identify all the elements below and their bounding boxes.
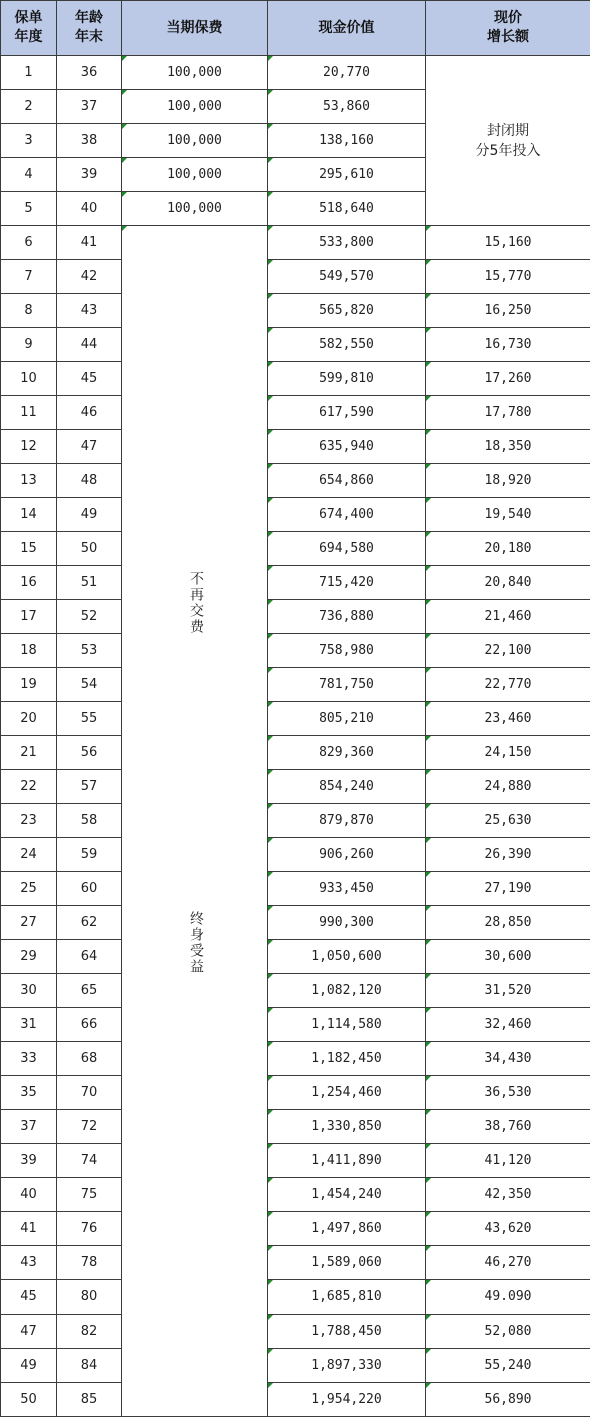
cell-age: 48: [57, 464, 122, 498]
cell-cash-value: 1,454,240: [268, 1178, 426, 1212]
closed-period-label: 封闭期: [487, 122, 529, 139]
cell-age: 42: [57, 260, 122, 294]
cell-cash-value: 1,788,450: [268, 1314, 426, 1348]
cell-policy-year: 4: [1, 158, 57, 192]
cell-age: 46: [57, 396, 122, 430]
cell-age: 70: [57, 1076, 122, 1110]
cell-cash-value: 635,940: [268, 430, 426, 464]
cell-policy-year: 15: [1, 532, 57, 566]
cell-policy-year: 11: [1, 396, 57, 430]
cell-cash-value: 829,360: [268, 736, 426, 770]
cell-age: 55: [57, 702, 122, 736]
cell-policy-year: 27: [1, 906, 57, 940]
cell-cash-value: 1,330,850: [268, 1110, 426, 1144]
cell-growth: 43,620: [426, 1212, 590, 1246]
cell-policy-year: 7: [1, 260, 57, 294]
cell-growth: 24,150: [426, 736, 590, 770]
cell-cash-value: 758,980: [268, 634, 426, 668]
cell-age: 52: [57, 600, 122, 634]
cell-growth: 34,430: [426, 1042, 590, 1076]
table-row: [1, 498, 590, 532]
cell-policy-year: 14: [1, 498, 57, 532]
cell-growth: 16,250: [426, 294, 590, 328]
cell-policy-year: 45: [1, 1280, 57, 1314]
table-row: [1, 736, 590, 770]
cell-age: 49: [57, 498, 122, 532]
cell-age: 38: [57, 124, 122, 158]
cell-policy-year: 35: [1, 1076, 57, 1110]
cell-age: 36: [57, 56, 122, 90]
cell-cash-value: 565,820: [268, 294, 426, 328]
table-row: [1, 1110, 590, 1144]
cell-growth: 46,270: [426, 1246, 590, 1280]
table-row: [1, 56, 590, 90]
table-row: [1, 532, 590, 566]
cell-growth: 25,630: [426, 804, 590, 838]
cell-age: 37: [57, 90, 122, 124]
cell-policy-year: 37: [1, 1110, 57, 1144]
cell-growth: 15,160: [426, 226, 590, 260]
table-row: [1, 770, 590, 804]
cell-growth: 36,530: [426, 1076, 590, 1110]
cell-cash-value: 518,640: [268, 192, 426, 226]
header-policy-year: 保单 年度: [1, 1, 57, 56]
cell-policy-year: 25: [1, 872, 57, 906]
closed-period-cell: [426, 56, 590, 226]
cell-cash-value: 1,954,220: [268, 1382, 426, 1416]
cell-age: 45: [57, 362, 122, 396]
header-age-end: 年龄 年末: [57, 1, 122, 56]
cell-policy-year: 21: [1, 736, 57, 770]
table-header: [1, 1, 590, 56]
cell-age: 40: [57, 192, 122, 226]
cell-growth: 15,770: [426, 260, 590, 294]
table-row: [1, 1212, 590, 1246]
cell-growth: 17,780: [426, 396, 590, 430]
cell-policy-year: 3: [1, 124, 57, 158]
cell-growth: 41,120: [426, 1144, 590, 1178]
cell-policy-year: 43: [1, 1246, 57, 1280]
cell-growth: 55,240: [426, 1348, 590, 1382]
cell-policy-year: 30: [1, 974, 57, 1008]
cell-age: 84: [57, 1348, 122, 1382]
cell-growth: 23,460: [426, 702, 590, 736]
cell-cash-value: 1,254,460: [268, 1076, 426, 1110]
header-premium: 当期保费: [122, 1, 268, 56]
cell-cash-value: 1,897,330: [268, 1348, 426, 1382]
cell-cash-value: 654,860: [268, 464, 426, 498]
installment-label: 分5年投入: [475, 142, 541, 159]
cell-age: 80: [57, 1280, 122, 1314]
cell-cash-value: 694,580: [268, 532, 426, 566]
cell-growth: 16,730: [426, 328, 590, 362]
cell-cash-value: 674,400: [268, 498, 426, 532]
cell-cash-value: 906,260: [268, 838, 426, 872]
cell-cash-value: 805,210: [268, 702, 426, 736]
cell-growth: 27,190: [426, 872, 590, 906]
table-row: [1, 1382, 590, 1416]
cell-policy-year: 40: [1, 1178, 57, 1212]
table-row: [1, 838, 590, 872]
cell-age: 75: [57, 1178, 122, 1212]
cell-premium-merged: [122, 226, 268, 1417]
cell-age: 56: [57, 736, 122, 770]
cell-cash-value: 1,497,860: [268, 1212, 426, 1246]
table-row: [1, 906, 590, 940]
table-row: [1, 1076, 590, 1110]
cell-cash-value: 781,750: [268, 668, 426, 702]
table-row: [1, 804, 590, 838]
cell-cash-value: 1,685,810: [268, 1280, 426, 1314]
cell-age: 47: [57, 430, 122, 464]
cell-age: 72: [57, 1110, 122, 1144]
cell-policy-year: 33: [1, 1042, 57, 1076]
cell-cash-value: 20,770: [268, 56, 426, 90]
cell-growth: 49.090: [426, 1280, 590, 1314]
cell-growth: 18,920: [426, 464, 590, 498]
table-row: [1, 328, 590, 362]
cell-cash-value: 295,610: [268, 158, 426, 192]
cell-age: 54: [57, 668, 122, 702]
table-row: [1, 702, 590, 736]
table-row: [1, 1348, 590, 1382]
cell-cash-value: 736,880: [268, 600, 426, 634]
cell-age: 68: [57, 1042, 122, 1076]
cell-age: 60: [57, 872, 122, 906]
table-row: [1, 294, 590, 328]
cell-growth: 18,350: [426, 430, 590, 464]
cell-cash-value: 715,420: [268, 566, 426, 600]
cell-age: 43: [57, 294, 122, 328]
cell-growth: 30,600: [426, 940, 590, 974]
cell-policy-year: 23: [1, 804, 57, 838]
cell-premium: 100,000: [122, 124, 268, 158]
cell-growth: 21,460: [426, 600, 590, 634]
table-row: [1, 362, 590, 396]
table-row: [1, 634, 590, 668]
table-row: [1, 1246, 590, 1280]
cell-growth: 28,850: [426, 906, 590, 940]
table-row: [1, 1280, 590, 1314]
cell-age: 62: [57, 906, 122, 940]
cell-premium: 100,000: [122, 56, 268, 90]
cell-growth: 17,260: [426, 362, 590, 396]
lifetime-benefit-label: 终身受益: [188, 911, 204, 975]
cell-age: 85: [57, 1382, 122, 1416]
cell-policy-year: 39: [1, 1144, 57, 1178]
header-growth: 现价 增长额: [426, 1, 590, 56]
cell-premium: 100,000: [122, 192, 268, 226]
cell-age: 53: [57, 634, 122, 668]
cell-age: 82: [57, 1314, 122, 1348]
table-row: [1, 940, 590, 974]
table-row: [1, 668, 590, 702]
cell-cash-value: 53,860: [268, 90, 426, 124]
cell-cash-value: 617,590: [268, 396, 426, 430]
cell-age: 41: [57, 226, 122, 260]
cell-cash-value: 1,114,580: [268, 1008, 426, 1042]
cell-cash-value: 533,800: [268, 226, 426, 260]
cell-age: 78: [57, 1246, 122, 1280]
cell-age: 65: [57, 974, 122, 1008]
cell-cash-value: 879,870: [268, 804, 426, 838]
cell-policy-year: 29: [1, 940, 57, 974]
cell-age: 66: [57, 1008, 122, 1042]
table-row: [1, 1314, 590, 1348]
cell-cash-value: 854,240: [268, 770, 426, 804]
cell-policy-year: 12: [1, 430, 57, 464]
cell-growth: 52,080: [426, 1314, 590, 1348]
table-row: [1, 1178, 590, 1212]
cell-cash-value: 1,411,890: [268, 1144, 426, 1178]
table-row: [1, 1008, 590, 1042]
cell-age: 74: [57, 1144, 122, 1178]
table-body: [1, 56, 590, 1417]
cell-premium: 100,000: [122, 90, 268, 124]
cell-age: 50: [57, 532, 122, 566]
cell-policy-year: 9: [1, 328, 57, 362]
table-row: [1, 974, 590, 1008]
cell-policy-year: 19: [1, 668, 57, 702]
table-row: [1, 430, 590, 464]
cell-age: 57: [57, 770, 122, 804]
cell-growth: 22,100: [426, 634, 590, 668]
cell-growth: 22,770: [426, 668, 590, 702]
cell-policy-year: 6: [1, 226, 57, 260]
table-row: [1, 396, 590, 430]
cell-growth: 20,840: [426, 566, 590, 600]
cell-growth: 26,390: [426, 838, 590, 872]
header-cash-value: 现金价值: [268, 1, 426, 56]
table-row: [1, 1042, 590, 1076]
cell-policy-year: 49: [1, 1348, 57, 1382]
table-row: [1, 872, 590, 906]
cell-premium: 100,000: [122, 158, 268, 192]
table-row: [1, 566, 590, 600]
cell-policy-year: 8: [1, 294, 57, 328]
cell-growth: 20,180: [426, 532, 590, 566]
cell-policy-year: 1: [1, 56, 57, 90]
cell-growth: 32,460: [426, 1008, 590, 1042]
cell-policy-year: 17: [1, 600, 57, 634]
cell-policy-year: 18: [1, 634, 57, 668]
cell-cash-value: 599,810: [268, 362, 426, 396]
cell-policy-year: 20: [1, 702, 57, 736]
cell-policy-year: 5: [1, 192, 57, 226]
cell-policy-year: 41: [1, 1212, 57, 1246]
cell-cash-value: 933,450: [268, 872, 426, 906]
table-row: [1, 226, 590, 260]
cell-growth: 42,350: [426, 1178, 590, 1212]
cell-policy-year: 16: [1, 566, 57, 600]
cell-policy-year: 10: [1, 362, 57, 396]
cell-age: 44: [57, 328, 122, 362]
cell-cash-value: 138,160: [268, 124, 426, 158]
cell-cash-value: 1,589,060: [268, 1246, 426, 1280]
cell-age: 64: [57, 940, 122, 974]
cell-policy-year: 24: [1, 838, 57, 872]
cell-cash-value: 549,570: [268, 260, 426, 294]
cell-growth: 19,540: [426, 498, 590, 532]
cell-age: 76: [57, 1212, 122, 1246]
cell-age: 58: [57, 804, 122, 838]
cell-cash-value: 1,182,450: [268, 1042, 426, 1076]
cell-cash-value: 1,050,600: [268, 940, 426, 974]
cell-cash-value: 582,550: [268, 328, 426, 362]
table-row: [1, 464, 590, 498]
cell-growth: 24,880: [426, 770, 590, 804]
cell-age: 51: [57, 566, 122, 600]
cell-policy-year: 50: [1, 1382, 57, 1416]
cell-policy-year: 22: [1, 770, 57, 804]
cell-growth: 38,760: [426, 1110, 590, 1144]
cell-age: 39: [57, 158, 122, 192]
cell-age: 59: [57, 838, 122, 872]
cell-policy-year: 31: [1, 1008, 57, 1042]
table-row: [1, 260, 590, 294]
cell-growth: 56,890: [426, 1382, 590, 1416]
cell-growth: 31,520: [426, 974, 590, 1008]
cell-cash-value: 1,082,120: [268, 974, 426, 1008]
no-more-payment-label: 不再交费: [188, 571, 204, 635]
cell-cash-value: 990,300: [268, 906, 426, 940]
cell-policy-year: 13: [1, 464, 57, 498]
table-row: [1, 1144, 590, 1178]
cell-policy-year: 2: [1, 90, 57, 124]
cell-policy-year: 47: [1, 1314, 57, 1348]
table-row: [1, 600, 590, 634]
